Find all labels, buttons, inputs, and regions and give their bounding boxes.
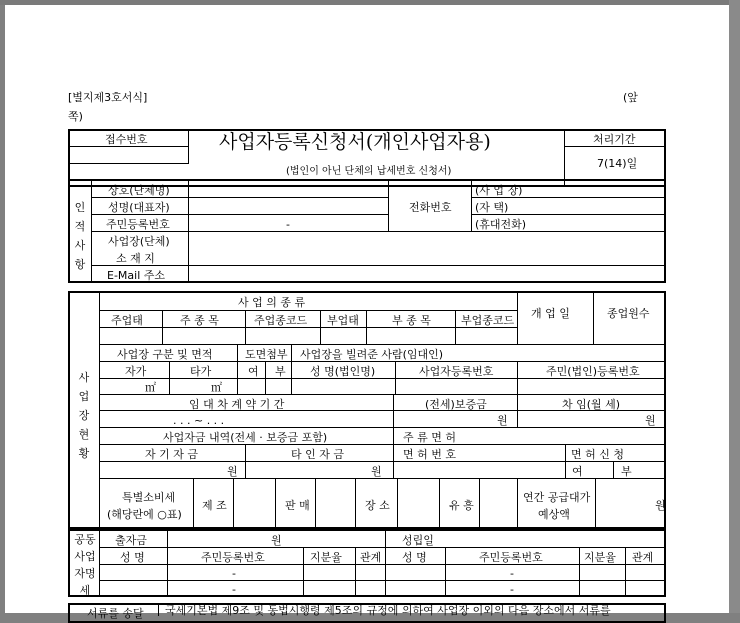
processing-period-label: 처리기간 bbox=[593, 133, 636, 146]
entertainment-label: 유 흥 bbox=[449, 499, 474, 512]
business-place-label-2: 소 재 지 bbox=[116, 252, 155, 265]
owned-label: 자가 bbox=[125, 365, 147, 378]
rent-won: 원 bbox=[645, 414, 656, 427]
special-tax-label-1: 특별소비세 bbox=[122, 491, 176, 504]
phone-home: (자 택) bbox=[475, 201, 509, 214]
lessor-resno-label: 주민(법인)등록번호 bbox=[546, 365, 640, 378]
partner-2-resno-dash: - bbox=[232, 583, 236, 596]
partner-1-resno-dash: - bbox=[232, 567, 236, 580]
annual-supply-won: 원 bbox=[655, 499, 666, 512]
liquor-license-label: 주 류 면 허 bbox=[403, 431, 456, 444]
sales-label: 판 매 bbox=[285, 499, 310, 512]
front-label-2: 쪽) bbox=[68, 110, 83, 123]
main-code-label: 주업종코드 bbox=[254, 314, 308, 327]
main-item-label: 주 종 목 bbox=[180, 314, 219, 327]
manufacture-label: 제 조 bbox=[202, 499, 227, 512]
sub-type-label: 부업태 bbox=[327, 314, 359, 327]
receipt-no-label: 접수번호 bbox=[105, 133, 148, 146]
lessor-name-label: 성 명(법인명) bbox=[310, 365, 376, 378]
employees-label: 종업원수 bbox=[607, 307, 650, 320]
rent-label: 차 임(월 세) bbox=[562, 398, 621, 411]
business-section-label: 사 업 장 현 황 bbox=[78, 371, 90, 460]
partner-share-label: 지분율 bbox=[310, 551, 342, 564]
partner-relation-label-2: 관계 bbox=[632, 551, 654, 564]
sub-code-label: 부업종코드 bbox=[461, 314, 515, 327]
partner-resno-label: 주민등록번호 bbox=[201, 551, 265, 564]
investment-won: 원 bbox=[271, 534, 282, 547]
scroll-gutter[interactable] bbox=[729, 0, 740, 613]
document-page bbox=[5, 5, 729, 620]
annual-supply-label-1: 연간 공급대가 bbox=[523, 491, 591, 504]
special-tax-label-2: (해당란에 ○표) bbox=[107, 508, 182, 521]
open-date-label: 개 업 일 bbox=[531, 307, 570, 320]
lease-period-dates: . . . ~ . . . bbox=[173, 414, 225, 427]
owned-sqm: ㎡ bbox=[145, 381, 156, 394]
deposit-won: 원 bbox=[497, 414, 508, 427]
phone-label: 전화번호 bbox=[409, 201, 452, 214]
form-reference: [별지제3호서식] bbox=[68, 91, 148, 104]
partner-resno-label-2: 주민등록번호 bbox=[479, 551, 543, 564]
place-label: 장 소 bbox=[365, 499, 390, 512]
partner-name-label: 성 명 bbox=[120, 551, 145, 564]
rented-sqm: ㎡ bbox=[211, 381, 222, 394]
document-service-notice: 국세기본법 제9조 및 동법시행령 제5조의 규정에 의하여 사업장 이외의 다음 장소에서 서류를 bbox=[165, 604, 611, 617]
resident-no-dash: - bbox=[286, 218, 290, 231]
document-service-label: 서류를 송달 bbox=[87, 607, 144, 620]
own-funds-label: 자 기 자 금 bbox=[145, 448, 198, 461]
processing-period-value: 7(14)일 bbox=[597, 157, 638, 170]
partner-relation-label: 관계 bbox=[360, 551, 382, 564]
investment-label: 출자금 bbox=[115, 534, 147, 547]
annual-supply-label-2: 예상액 bbox=[538, 508, 570, 521]
drawing-label: 도면첨부 bbox=[245, 348, 288, 361]
drawing-yes: 여 bbox=[248, 365, 259, 378]
place-area-label: 사업장 구분 및 면적 bbox=[117, 348, 213, 361]
other-funds-won: 원 bbox=[371, 465, 382, 478]
phone-mobile: (휴대전화) bbox=[475, 218, 527, 231]
own-funds-won: 원 bbox=[227, 465, 238, 478]
main-type-label: 주업태 bbox=[111, 314, 143, 327]
business-place-label-1: 사업장(단체) bbox=[108, 235, 170, 248]
front-label: (앞 bbox=[623, 91, 638, 104]
license-apply-label: 면 허 신 청 bbox=[571, 448, 624, 461]
business-type-header: 사 업 의 종 류 bbox=[238, 296, 306, 309]
rented-label: 타가 bbox=[190, 365, 212, 378]
license-apply-yes: 여 bbox=[572, 465, 583, 478]
phone-business: (사 업 장) bbox=[475, 184, 523, 197]
other-funds-label: 타 인 자 금 bbox=[291, 448, 344, 461]
establish-date-label: 성립일 bbox=[402, 534, 434, 547]
lessor-label: 사업장을 빌려준 사람(임대인) bbox=[300, 348, 444, 361]
personal-section-label: 인 적 사 항 bbox=[74, 201, 86, 271]
lessor-bizno-label: 사업자등록번호 bbox=[419, 365, 494, 378]
representative-name-label: 성명(대표자) bbox=[108, 201, 170, 214]
partner-name-label-2: 성 명 bbox=[402, 551, 427, 564]
joint-section-label: 공동 사업 자명 세 bbox=[74, 533, 96, 597]
partner-3-resno-dash: - bbox=[510, 567, 514, 580]
form-subtitle: (법인이 아닌 단체의 납세번호 신청서) bbox=[286, 166, 452, 177]
email-label: E-Mail 주소 bbox=[107, 269, 166, 282]
partner-share-label-2: 지분율 bbox=[584, 551, 616, 564]
resident-no-label: 주민등록번호 bbox=[106, 218, 170, 231]
lease-period-label: 임 대 차 계 약 기 간 bbox=[189, 398, 285, 411]
partner-4-resno-dash: - bbox=[510, 583, 514, 596]
license-no-label: 면 허 번 호 bbox=[403, 448, 456, 461]
drawing-no: 부 bbox=[275, 365, 286, 378]
funds-detail-label: 사업자금 내역(전세 · 보증금 포함) bbox=[163, 431, 328, 444]
license-apply-no: 부 bbox=[621, 465, 632, 478]
sub-item-label: 부 종 목 bbox=[392, 314, 431, 327]
form-title: 사업자등록신청서(개인사업자용) bbox=[219, 131, 491, 153]
trade-name-label: 상호(단체명) bbox=[108, 184, 170, 197]
deposit-label: (전세)보증금 bbox=[425, 398, 487, 411]
